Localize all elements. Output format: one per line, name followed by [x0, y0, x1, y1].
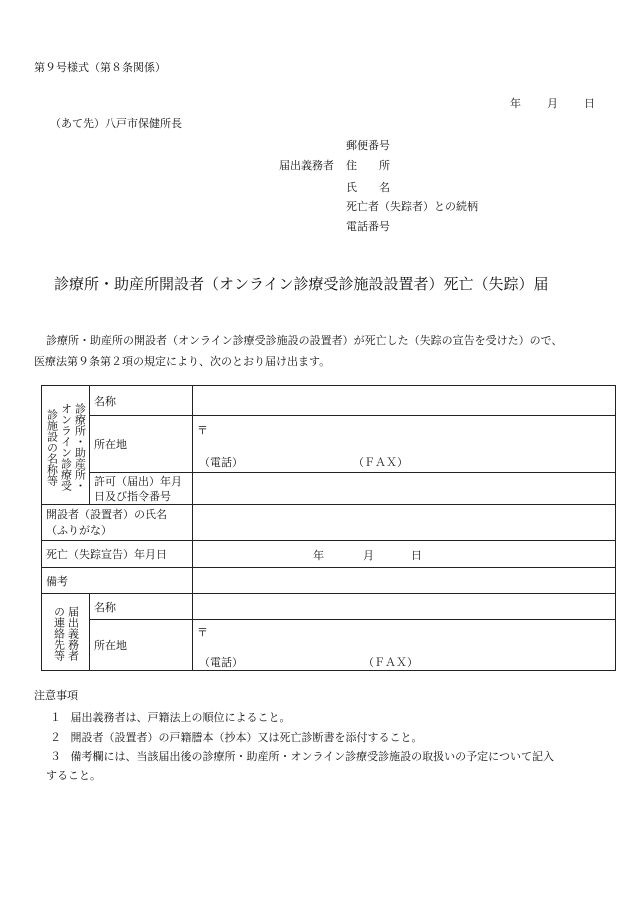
- contact-group-col1: 届出義務者: [66, 605, 80, 661]
- body-line-1: 診療所・助産所の開設者（オンライン診療受診施設の設置者）が死亡した（失踪の宣告を受けた）ので、: [46, 334, 563, 347]
- note-item-3-num: ３: [50, 750, 61, 763]
- contact-name-field[interactable]: [193, 594, 616, 620]
- contact-location-field[interactable]: [193, 620, 616, 671]
- contact-postal-mark: 〒: [197, 626, 208, 639]
- death-date-label: 死亡（失踪宣告）年月日: [42, 541, 193, 568]
- permit-label: [90, 473, 193, 505]
- facility-name-field[interactable]: [193, 386, 616, 416]
- date-year: 年: [510, 97, 521, 110]
- note-item-1-num: １: [50, 711, 61, 724]
- notes-heading: 注意事項: [34, 689, 78, 702]
- note-item-2: [50, 729, 423, 745]
- remarks-label: 備考: [42, 568, 193, 594]
- note-item-1-text: 届出義務者は、戸籍法上の順位によること。: [70, 711, 291, 724]
- death-day: 日: [411, 549, 422, 562]
- founder-field[interactable]: [193, 505, 616, 541]
- notifier-address: 住 所: [346, 159, 390, 172]
- notifier-relation: 死亡者（失踪者）との続柄: [346, 200, 478, 213]
- facility-group-label: [42, 386, 90, 505]
- form-number: 第９号様式（第８条関係）: [34, 61, 166, 74]
- body-line-2: 医療法第９条第２項の規定により、次のとおり届け出ます。: [34, 355, 331, 368]
- contact-location-label: 所在地: [90, 620, 193, 671]
- date-month: 月: [547, 97, 558, 110]
- contact-group-label: [42, 594, 90, 671]
- contact-name-label: 名称: [90, 594, 193, 620]
- permit-label-line2: 日及び指令番号: [94, 489, 171, 503]
- note-item-1: [50, 709, 291, 725]
- notification-table: [41, 385, 616, 671]
- founder-label-line1: 開設者（設置者）の氏名: [46, 507, 167, 521]
- note-item-3-text: 備考欄には、当該届出後の診療所・助産所・オンライン診療受診施設の取扱いの予定について記入: [70, 750, 554, 763]
- note-item-2-text: 開設者（設置者）の戸籍謄本（抄本）又は死亡診断書を添付すること。: [70, 731, 423, 744]
- document-title: 診療所・助産所開設者（オンライン診療受診施設設置者）死亡（失踪）届: [54, 275, 549, 293]
- note-item-2-num: ２: [50, 731, 61, 744]
- addressee: （あて先）八戸市保健所長: [50, 117, 182, 130]
- postal-mark: 〒: [197, 424, 208, 437]
- facility-location-label: 所在地: [90, 416, 193, 473]
- contact-group-col2: の連絡先等: [52, 605, 66, 661]
- death-date-field[interactable]: [193, 541, 616, 568]
- note-item-3: [50, 748, 554, 764]
- founder-label: [42, 505, 193, 541]
- founder-label-line2: （ふりがな）: [46, 523, 112, 537]
- phone-label: （電話）: [199, 456, 243, 469]
- facility-group-col2: オンライン診療受: [59, 403, 73, 491]
- death-year: 年: [313, 549, 324, 562]
- notifier-phone: 電話番号: [346, 220, 390, 233]
- notifier-name: 氏 名: [346, 181, 390, 194]
- fax-label: （ＦＡＸ）: [353, 456, 408, 469]
- contact-fax-label: （ＦＡＸ）: [363, 656, 418, 669]
- facility-group-col3: 診施設の名称等: [45, 408, 59, 486]
- permit-label-line1: 許可（届出）年月: [94, 474, 182, 488]
- facility-group-col1: 診療所・助産所・: [73, 403, 87, 491]
- remarks-field[interactable]: [193, 568, 616, 594]
- facility-location-field[interactable]: [193, 416, 616, 473]
- date-day: 日: [584, 97, 595, 110]
- facility-name-label: 名称: [90, 386, 193, 416]
- death-month: 月: [363, 549, 374, 562]
- notifier-postal: 郵便番号: [346, 139, 390, 152]
- permit-field[interactable]: [193, 473, 616, 505]
- notifier-label: 届出義務者: [279, 159, 334, 172]
- note-continuation: すること。: [46, 769, 101, 782]
- contact-phone-label: （電話）: [199, 656, 243, 669]
